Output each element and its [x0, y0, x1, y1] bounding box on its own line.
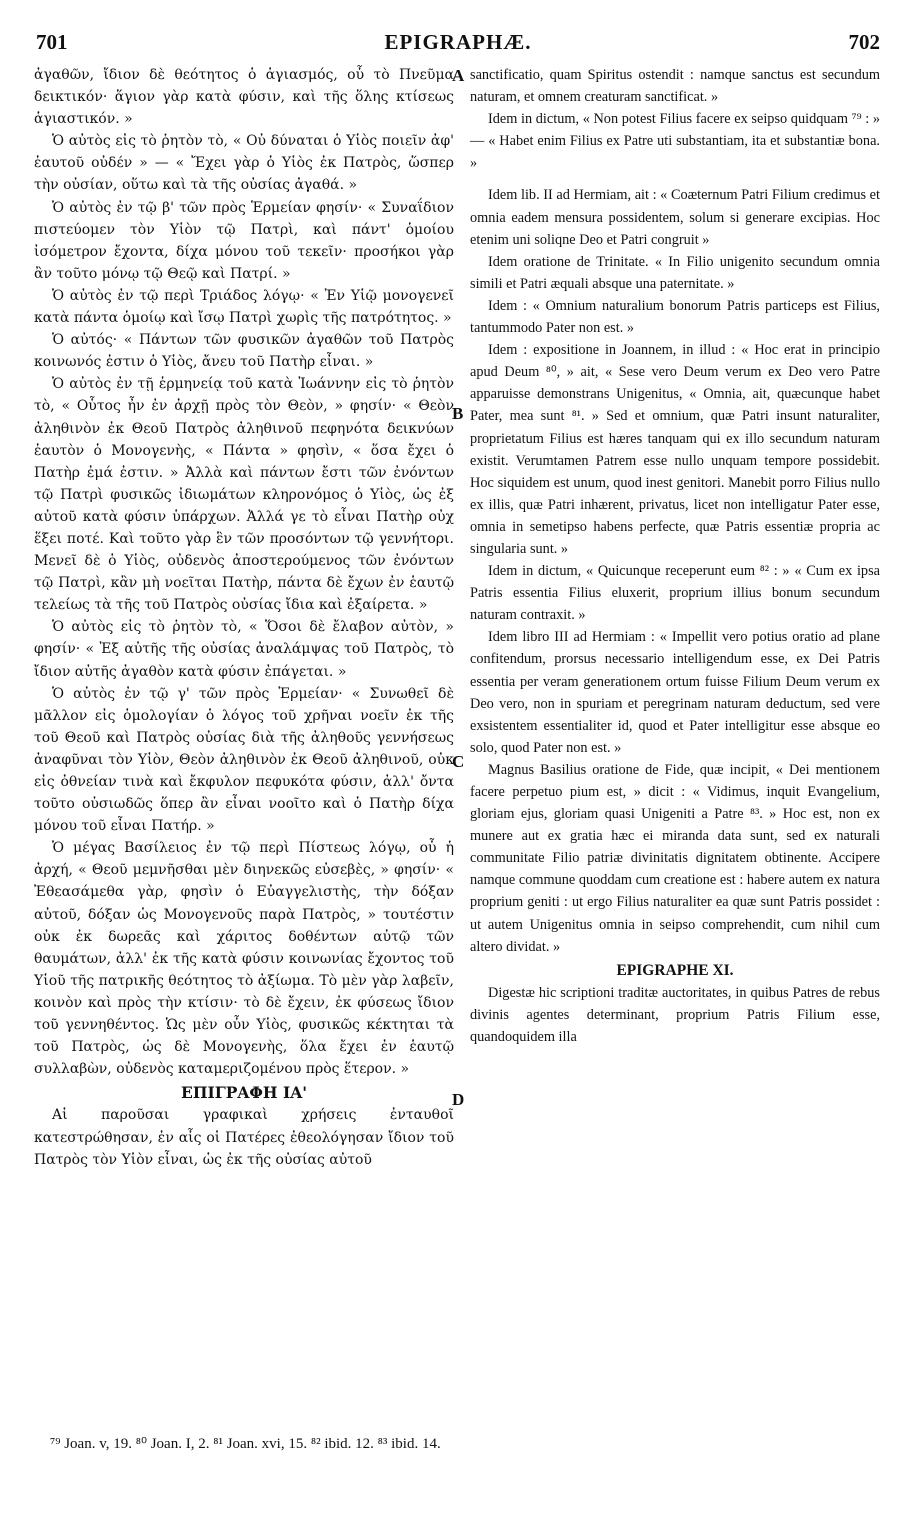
latin-paragraph: Idem : expositione in Joannem, in illud : « Hoc erat in principio apud Deum ⁸⁰, » ait, « Sese vero Deum verum ex Deo vero Patre apparuisse demonstrans Unigenitus, « Omnia, ait, quæcunque habet Pater, mea sunt ⁸¹. » Sed et omnium, quæ Patri insunt naturaliter, proprietatum Filius est hæres tanquam qui ex illo secundum naturam existit. Verumtamen Patrem esse nullo unquam tempore possidebit. Hoc siquidem est unum, quod inest genitori. Manebit porro Filius nullo ex illis, quæ Patri inhærent, privatus, licet non intelligatur Pater esse, omnia in semetipso habens perfecte, quæ Patris essentiæ propria ac singularia sunt. »	[470, 342, 880, 557]
greek-paragraph: Ὁ αὐτὸς ἐν τῷ β' τῶν πρὸς Ἑρμείαν φησίν· « Συναΐδιον πιστεύομεν τὸν Υἱὸν τῷ Πατρὶ, καὶ πάντ' ὁμοίου ἰσόμετρον ἔχοντα, δίχα μόνου τοῦ τεκεῖν· προσήκοι γὰρ ἂν τοῦτο μόνῳ τῷ Θεῷ καὶ Πατρί. »	[34, 199, 454, 282]
greek-paragraph: Ὁ αὐτὸς ἐν τῇ ἑρμηνείᾳ τοῦ κατὰ Ἰωάννην εἰς τὸ ῥητὸν τὸ, « Οὗτος ἦν ἐν ἀρχῇ πρὸς τὸν Θεὸν, » φησίν· « Θεὸν ἀληθινὸν ἐκ Θεοῦ Πατρὸς ἀληθινοῦ πεφηνότα δεικνύων ἑαυτὸν ὁ Μονογενὴς, « Πάντα » φησὶν, « ὅσα ἔχει ὁ Πατὴρ ἐμά ἐστιν. » Ἀλλὰ καὶ πάντων ἔστι τῶν ἐνόντων τῷ Πατρὶ φυσικῶς ἰδιωμάτων κληρονόμος ὁ Υἱὸς, ὡς ἐξ αὐτοῦ κατὰ φύσιν ὑπάρχων. Ἀλλά γε τὸ εἶναι Πατὴρ οὐχ ἕξει ποτέ. Καὶ τοῦτο γὰρ ἓν τῶν προσόντων τῷ γεννήτορι. Μενεῖ δὲ ὁ Υἱὸς, οὐδενὸς ἀποστερούμενος τῶν ἐνόντων τῷ Πατρὶ, κἂν μὴ νοεῖται Πατὴρ, πάντα δὲ ἔχων ἐν ἑαυτῷ τελείως τὰ τῆς τοῦ Πατρὸς οὐσίας ἴδια καὶ ἐξαίρετα. »	[34, 376, 454, 614]
margin-letter-a: A	[452, 66, 465, 85]
latin-paragraph: Idem : « Omnium naturalium bonorum Patris particeps est Filius, tantummodo Pater non est. »	[470, 297, 880, 337]
page-number-right: 702	[848, 30, 880, 54]
page-header	[36, 30, 880, 64]
latin-paragraph: Idem libro III ad Hermiam : « Impellit vero potius oratio ad plane confitendum, prorsus necessario intelligendum esse, ex Dei Patris essentia per veram generationem ortum fuisse Filium Deum verum ex Deo vero, non in spuriam et peregrinam naturam deductum, sed vere exsistentem essentialiter id, quod et Pater intelligitur esse absque eo solo, quod Pater non est. »	[470, 629, 880, 756]
spacer	[470, 174, 880, 184]
margin-letter-b: B	[452, 404, 464, 423]
greek-paragraph: ἀγαθῶν, ἴδιον δὲ θεότητος ὁ ἁγιασμός, οὗ τὸ Πνεῦμα δεικτικόν· ἅγιον γὰρ κατὰ φύσιν, καὶ τῆς ὅλης κτίσεως ἁγιαστικόν. »	[34, 67, 454, 128]
greek-section-heading: ΕΠΙΓΡΑΦΗ ΙΑ'	[181, 1083, 307, 1103]
running-title: EPIGRAPHÆ.	[384, 30, 532, 54]
latin-paragraph: Idem oratione de Trinitate. « In Filio unigenito secundum omnia simili et Patri æquali absque una paternitate. »	[470, 253, 880, 292]
greek-paragraph: Ὁ αὐτὸς εἰς τὸ ῥητὸν τὸ, « Οὐ δύναται ὁ Υἱὸς ποιεῖν ἀφ' ἑαυτοῦ οὐδέν » — « Ἔχει γὰρ ὁ Υἱὸς ἐκ Πατρὸς, ὥσπερ τὴν οὐσίαν, οὕτω καὶ τὰ τῆς οὐσίας ἀγαθά. »	[34, 133, 454, 194]
latin-paragraph: sanctificatio, quam Spiritus ostendit : namque sanctus est secundum naturam, et omnem creaturam sanctificat. »	[470, 67, 880, 106]
latin-paragraph: Magnus Basilius oratione de Fide, quæ incipit, « Dei mentionem facere perpetuo pium est, » dicit : « Vidimus, inquit Evangelium, gloriam ejus, gloriam quasi Unigeniti a Patre ⁸³. » Hoc est, non ex munere aut ex gratia hæc ei miranda data sunt, sed ex naturali communitate Filio patriæ divinitatis dignitatem obtinente. Accipere namque commune quoddam cum creatione est : habere autem ex natura proprium geniti : ut ergo Filius naturaliter ea quæ sunt Patris possidet : ut autem Unigenitus omnia in seipso comprehendit, cum nihil cum altero dividat. »	[470, 761, 880, 955]
latin-paragraph: Digestæ hic scriptioni traditæ auctoritates, in quibus Patres de rebus divinis agentes determinant, proprium Patris Filium esse, quandoquidem illa	[470, 984, 880, 1046]
margin-letter-c: C	[452, 752, 465, 771]
greek-paragraph: Ὁ αὐτὸς ἐν τῷ γ' τῶν πρὸς Ἑρμείαν· « Συνωθεῖ δὲ μᾶλλον εἰς ὁμολογίαν ὁ λόγος τοῦ χρῆναι νοεῖν ἐκ τῆς τοῦ Θεοῦ καὶ Πατρὸς οὐσίας διὰ τῆς ἀληθοῦς γεννήσεως ἀναφῦναι τὸν Υἱὸν, Θεὸν ἀληθινὸν ἐκ Θεοῦ ἀληθινοῦ, οὐκ εἰς ὀθνείαν τινὰ καὶ ἔκφυλον πεφυκότα φύσιν, ἀλλ' ὄντα τοῦτο οὐσιωδῶς ὅπερ ἂν εἶναι νοοῖτο καὶ ὁ Πατὴρ δίχα μόνου τοῦ εἶναι Πατήρ. »	[34, 685, 454, 835]
latin-section-heading: EPIGRAPHE XI.	[616, 961, 734, 979]
greek-paragraph: Ὁ αὐτὸς εἰς τὸ ῥητὸν τὸ, « Ὅσοι δὲ ἔλαβον αὐτὸν, » φησίν· « Ἐξ αὐτῆς τῆς οὐσίας ἀναλάμψας τοῦ Πατρὸς, τὸ ἴδιον αὐτῆς ἀγαθὸν κατὰ φύσιν ἐπάγεται. »	[34, 619, 454, 680]
latin-paragraph: Idem lib. II ad Hermiam, ait : « Coæternum Patri Filium credimus et omnia eadem mensura possidentem, solum si generare excipias. Hoc etenim uni soliqne Deo et Patri congruit »	[470, 187, 880, 248]
page-number-left: 701	[36, 30, 68, 54]
greek-paragraph: Ὁ αὐτός· « Πάντων τῶν φυσικῶν ἀγαθῶν τοῦ Πατρὸς κοινωνός ἐστιν ὁ Υἱὸς, ἄνευ τοῦ Πατὴρ εἶναι. »	[34, 332, 454, 371]
greek-column	[34, 64, 454, 1171]
footnotes: ⁷⁹ Joan. v, 19. ⁸⁰ Joan. I, 2. ⁸¹ Joan. xvi, 15. ⁸² ibid. 12. ⁸³ ibid. 14.	[50, 1436, 441, 1452]
latin-column	[470, 64, 880, 1048]
latin-paragraph: Idem in dictum, « Non potest Filius facere ex seipso quidquam ⁷⁹ : » — « Habet enim Filius ex Patre uti substantiam, ita et substantiæ bona. »	[470, 111, 880, 172]
latin-paragraph: Idem in dictum, « Quicunque receperunt eum ⁸² : » « Cum ex ipsa Patris essentia Filius eluxerit, proprium illius bonum secundum naturam contraxit. »	[470, 563, 880, 624]
greek-paragraph: Ὁ μέγας Βασίλειος ἐν τῷ περὶ Πίστεως λόγῳ, οὗ ἡ ἀρχή, « Θεοῦ μεμνῆσθαι μὲν διηνεκῶς εὐσεβὲς, » φησίν· « Ἐθεασάμεθα γὰρ, φησὶν ὁ Εὐαγγελιστὴς, τὴν δόξαν αὐτοῦ, δόξαν ὡς Μονογενοῦς παρὰ Πατρὸς, » τουτέστιν οὐκ ἐκ δωρεᾶς καὶ χάριτος δοθέντων αὐτῷ τῶν θαυμάτων, ἀλλ' ἐκ τῆς κατὰ φύσιν κοινωνίας ἔχοντος τοῦ Υἱοῦ τῆς πατρικῆς θεότητος τὸ ἀξίωμα. Τὸ μὲν γὰρ λαβεῖν, κοινὸν καὶ πρὸς τὴν κτίσιν· τὸ δὲ ἔχειν, ἐκ φύσεως ἴδιον τοῦ γεννηθέντος. Ὡς μὲν οὖν Υἱὸς, φυσικῶς κέκτηται τὰ τοῦ Πατρὸς, ὡς δὲ Μονογενὴς, ὅλα ἔχει ἐν ἑαυτῷ συλλαβὼν, οὐδενὸς καταμεριζομένου πρὸς ἕτερον. »	[34, 840, 454, 1078]
greek-paragraph: Ὁ αὐτὸς ἐν τῷ περὶ Τριάδος λόγῳ· « Ἐν Υἱῷ μονογενεῖ κατὰ πάντα ὁμοίῳ καὶ ἴσῳ Πατρὶ χωρὶς τῆς πατρότητος. »	[34, 287, 454, 327]
greek-paragraph: Αἱ παροῦσαι γραφικαὶ χρήσεις ἐνταυθοῖ κατεστρώθησαν, ἐν αἷς οἱ Πατέρες ἐθεολόγησαν ἴδιον τοῦ Πατρὸς τὸν Υἱὸν εἶναι, ὡς ἐκ τῆς οὐσίας αὐτοῦ	[34, 1107, 454, 1168]
margin-letter-d: D	[452, 1090, 465, 1109]
